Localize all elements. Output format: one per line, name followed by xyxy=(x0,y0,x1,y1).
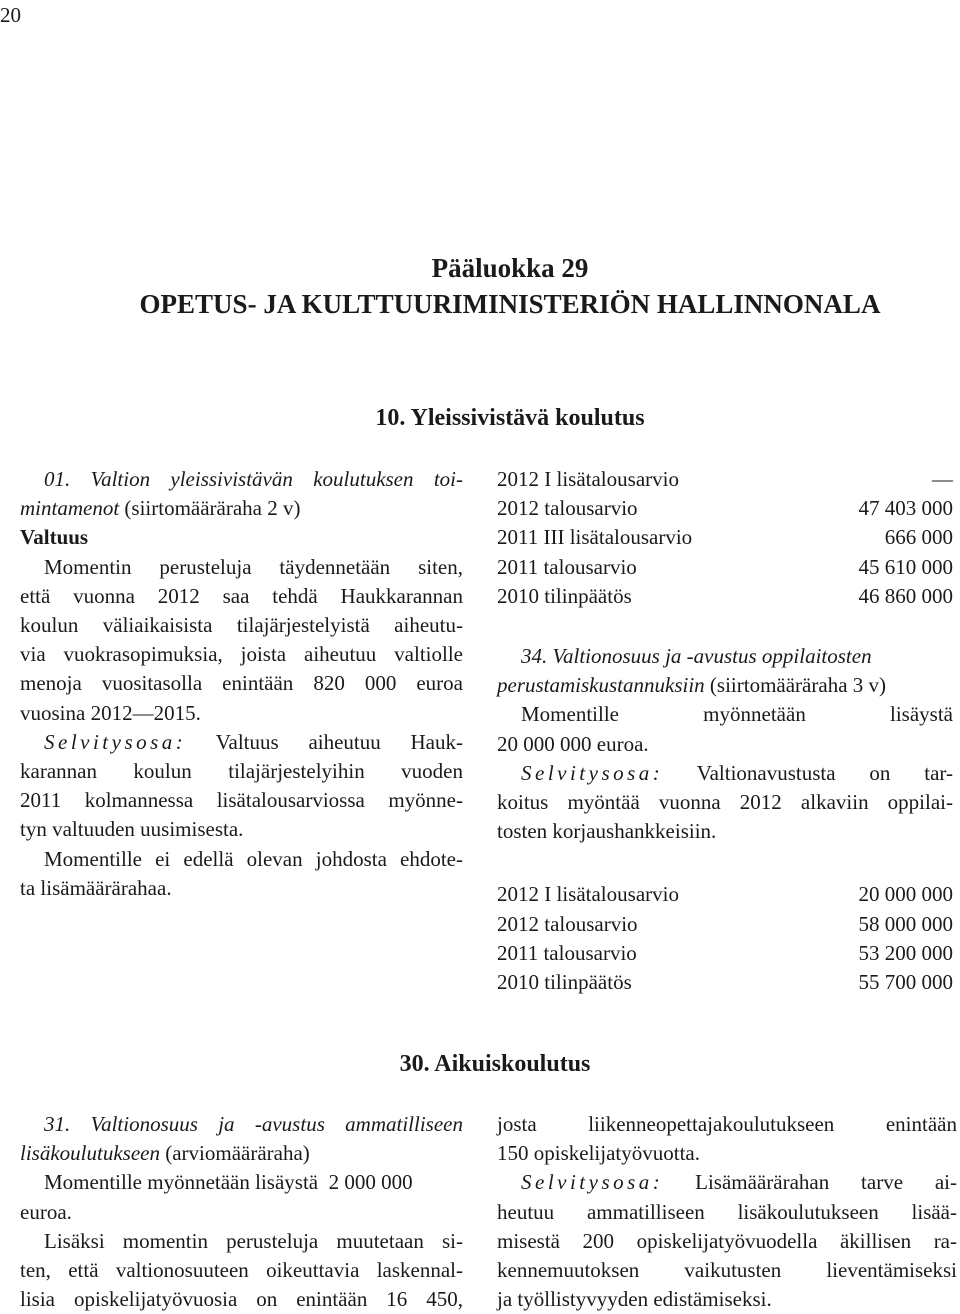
item-31-continued-column xyxy=(497,1110,957,1314)
item-01-note-line1: Momentille ei edellä olevan johdosta ehdote- xyxy=(44,846,463,871)
item-31-para2-line: lisia opiskelijatyövuosia on enintään 16 450, xyxy=(20,1287,463,1312)
item-34-title-line2 xyxy=(497,671,953,700)
item-31-para2-line: ten, että valtionosuuteen oikeuttavia laskennal- xyxy=(20,1258,463,1283)
item-31-selvitysosa-last: ja työllistyvyyden edistämiseksi. xyxy=(497,1287,772,1312)
budget-label: 2012 talousarvio xyxy=(497,496,638,521)
item-01-selvitysosa-line: 2011 kolmannessa lisätalousarviossa myönne- xyxy=(20,788,463,813)
budget-label: 2010 tilinpäätös xyxy=(497,970,632,995)
budget-amount: 20 000 000 xyxy=(858,882,953,907)
item-01-last-line: vuosina 2012—2015. xyxy=(20,700,201,725)
item-34-title-italic: perustamiskustannuksiin xyxy=(497,673,705,698)
item-31-title-tail: (arviomääräraha) xyxy=(159,1141,310,1166)
item-01-title-line1: 01. Valtion yleissivistävän koulutuksen toi- xyxy=(44,467,463,491)
item-31-selvitysosa-line: kennemuutoksen vaikutusten lieventämiseksi xyxy=(497,1258,957,1283)
item-31-line1: Momentille myönnetään lisäystä 2 000 000 xyxy=(44,1170,413,1195)
selvitysosa-label: Selvitysosa: xyxy=(521,1170,664,1195)
item-31-selvitysosa-line: heutuu ammatilliseen lisäkoulutukseen lisää- xyxy=(497,1199,957,1224)
item-01-budget-table xyxy=(497,465,953,611)
budget-label: 2011 talousarvio xyxy=(497,940,637,965)
item-31-para2-line: Lisäksi momentin perusteluja muutetaan si- xyxy=(44,1228,463,1253)
selvitysosa-label: Selvitysosa: xyxy=(521,760,664,785)
selvitysosa-label: Selvitysosa: xyxy=(44,729,187,754)
budget-amount: 53 200 000 xyxy=(858,940,953,965)
item-34-selvitysosa-line2: koitus myöntää vuonna 2012 alkaviin oppilai- xyxy=(497,790,953,815)
budget-amount: — xyxy=(932,467,953,491)
budget-row xyxy=(497,880,953,909)
item-31-title-italic: lisäkoulutukseen xyxy=(20,1141,160,1166)
item-01-title-line2 xyxy=(20,494,463,523)
budget-row xyxy=(497,910,953,939)
budget-row xyxy=(497,523,953,552)
item-34-title-tail: (siirtomääräraha 3 v) xyxy=(704,673,887,698)
item-01-selvitysosa-line: karannan koulun tilajärjestelyihin vuoden xyxy=(20,759,463,784)
selvitysosa-text: Lisämäärärahan tarve ai- xyxy=(663,1170,957,1195)
item-01-selvitysosa-line1 xyxy=(20,728,463,757)
item-01-title-italic: mintamenot xyxy=(20,496,120,521)
page-number: 20 xyxy=(0,3,21,27)
budget-label: 2012 I lisätalousarvio xyxy=(497,467,679,491)
item-31-cont-line1: josta liikenneopettajakoulutukseen enintään xyxy=(497,1112,957,1136)
item-34-column xyxy=(497,465,953,997)
item-34-title-line1: 34. Valtionosuus ja -avustus oppilaitosten xyxy=(521,644,872,669)
item-31-title-line1: 31. Valtionosuus ja -avustus ammatilliseen xyxy=(44,1112,463,1136)
budget-label: 2011 talousarvio xyxy=(497,554,637,579)
item-31-column xyxy=(20,1110,463,1314)
item-34-selvitysosa-line1 xyxy=(497,759,953,788)
budget-row xyxy=(497,968,953,997)
main-class-heading: Pääluokka 29 xyxy=(431,253,589,283)
budget-row xyxy=(497,494,953,523)
ministry-heading: OPETUS- JA KULTTUURIMINISTERIÖN HALLINNONALA xyxy=(139,289,881,319)
budget-amount: 55 700 000 xyxy=(858,970,953,995)
item-01-title-tail: (siirtomääräraha 2 v) xyxy=(119,496,301,521)
budget-label: 2010 tilinpäätös xyxy=(497,583,632,608)
budget-row xyxy=(497,553,953,582)
valtuus-label: Valtuus xyxy=(20,525,89,550)
item-34-budget-table xyxy=(497,880,953,997)
budget-row xyxy=(497,582,953,611)
item-31-cont-line2: 150 opiskelijatyövuotta. xyxy=(497,1141,700,1166)
item-34-selvitysosa-line3: tosten korjaushankkeisiin. xyxy=(497,819,717,844)
item-01-note-line2: ta lisämäärärahaa. xyxy=(20,875,172,900)
item-01-line: via vuokrasopimuksia, joista aiheutuu valtiolle xyxy=(20,642,463,667)
item-01-line: koulun väliaikaisista tilajärjestelyistä aiheutu- xyxy=(20,613,463,638)
budget-amount: 58 000 000 xyxy=(858,911,953,936)
budget-amount: 666 000 xyxy=(884,525,953,550)
item-31-selvitysosa-line1 xyxy=(497,1168,957,1197)
item-31-title-line2 xyxy=(20,1139,463,1168)
section-30-heading: 30. Aikuiskoulutus xyxy=(399,1051,591,1077)
budget-label: 2012 I lisätalousarvio xyxy=(497,882,679,907)
selvitysosa-text: Valtionavustusta on tar- xyxy=(663,760,953,785)
item-01-line: menoja vuositasolla enintään 820 000 euroa xyxy=(20,671,463,696)
item-34-line1: Momentille myönnetään lisäystä xyxy=(521,702,953,727)
item-34-line2: 20 000 000 euroa. xyxy=(497,731,649,756)
budget-row xyxy=(497,465,953,494)
budget-row xyxy=(497,939,953,968)
selvitysosa-text: Valtuus aiheutuu Hauk- xyxy=(186,729,463,754)
budget-label: 2011 III lisätalousarvio xyxy=(497,525,693,550)
budget-amount: 46 860 000 xyxy=(858,583,953,608)
item-31-selvitysosa-line: misestä 200 opiskelijatyövuodella äkillisen ra- xyxy=(497,1228,957,1253)
budget-label: 2012 talousarvio xyxy=(497,911,638,936)
item-01-column xyxy=(20,465,463,903)
budget-amount: 45 610 000 xyxy=(858,554,953,579)
item-01-selvitysosa-last: tyn valtuuden uusimisesta. xyxy=(20,817,244,842)
section-10-heading: 10. Yleissivistävä koulutus xyxy=(375,405,645,431)
item-01-line: että vuonna 2012 saa tehdä Haukkarannan xyxy=(20,583,463,608)
budget-amount: 47 403 000 xyxy=(858,496,953,521)
item-01-line: Momentin perusteluja täydennetään siten, xyxy=(44,554,463,579)
item-31-line2: euroa. xyxy=(20,1199,72,1224)
